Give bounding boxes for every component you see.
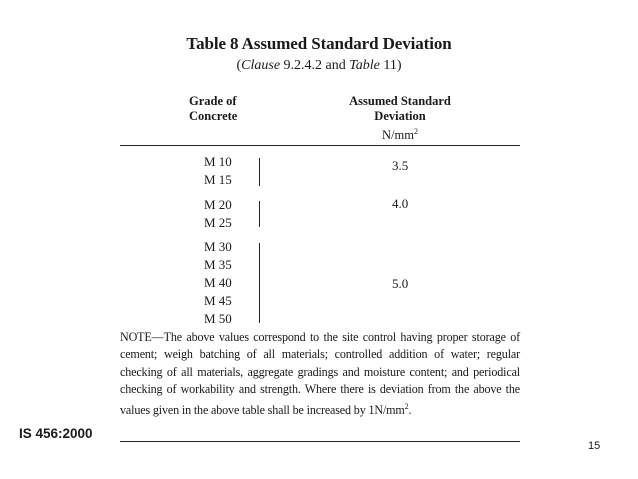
note-unit-exp: 2 — [404, 402, 409, 412]
header-grade-line1: Grade of — [189, 94, 237, 108]
subtitle-clause: Clause — [241, 58, 281, 73]
header-unit-exp: 2 — [413, 127, 418, 136]
subtitle-table: Table — [349, 58, 380, 73]
header-unit-base: N/mm — [382, 128, 414, 143]
header-grade — [189, 94, 237, 124]
source-label: IS 456:2000 — [19, 426, 93, 441]
brace-bracket — [253, 158, 260, 186]
table-note — [120, 329, 520, 420]
deviation-value: 4.0 — [392, 196, 409, 211]
subtitle-middle: 9.2.4.2 and — [280, 58, 350, 73]
bottom-rule — [120, 441, 520, 442]
grade-cell: M 10 — [204, 154, 232, 169]
grade-cell: M 40 — [204, 275, 232, 290]
header-dev-line1: Assumed Standard — [349, 94, 451, 108]
grade-cell: M 20 — [204, 197, 232, 212]
header-rule — [120, 145, 520, 146]
header-deviation — [338, 94, 462, 143]
grade-cell: M 35 — [204, 257, 232, 272]
table-subtitle — [0, 58, 638, 74]
grade-cell: M 50 — [204, 311, 232, 326]
header-dev-line2: Deviation — [374, 109, 426, 123]
grade-cell: M 15 — [204, 172, 232, 187]
brace-bracket — [253, 243, 260, 323]
header-grade-line2: Concrete — [189, 109, 238, 123]
deviation-value: 5.0 — [392, 276, 409, 291]
grade-cell: M 25 — [204, 215, 232, 230]
deviation-value: 3.5 — [392, 158, 409, 173]
subtitle-close: 11) — [379, 58, 402, 73]
note-end: . — [408, 403, 412, 418]
grade-cell: M 30 — [204, 239, 232, 254]
table-title: Table 8 Assumed Standard Deviation — [186, 34, 452, 53]
grade-cell: M 45 — [204, 293, 232, 308]
note-text: NOTE—The above values correspond to the site control having proper storage of cement; weigh batching of all materials; controlled addition of water; regular checking of all materials, aggregate gradings and moisture content; and periodical checking of workability and strength. Where there is deviation from the above the values given in the above table shall be increased by 1N/mm — [120, 330, 520, 418]
header-unit — [338, 124, 462, 143]
subtitle-open: ( — [236, 58, 242, 73]
page-number: 15 — [588, 440, 601, 452]
brace-bracket — [253, 201, 260, 227]
